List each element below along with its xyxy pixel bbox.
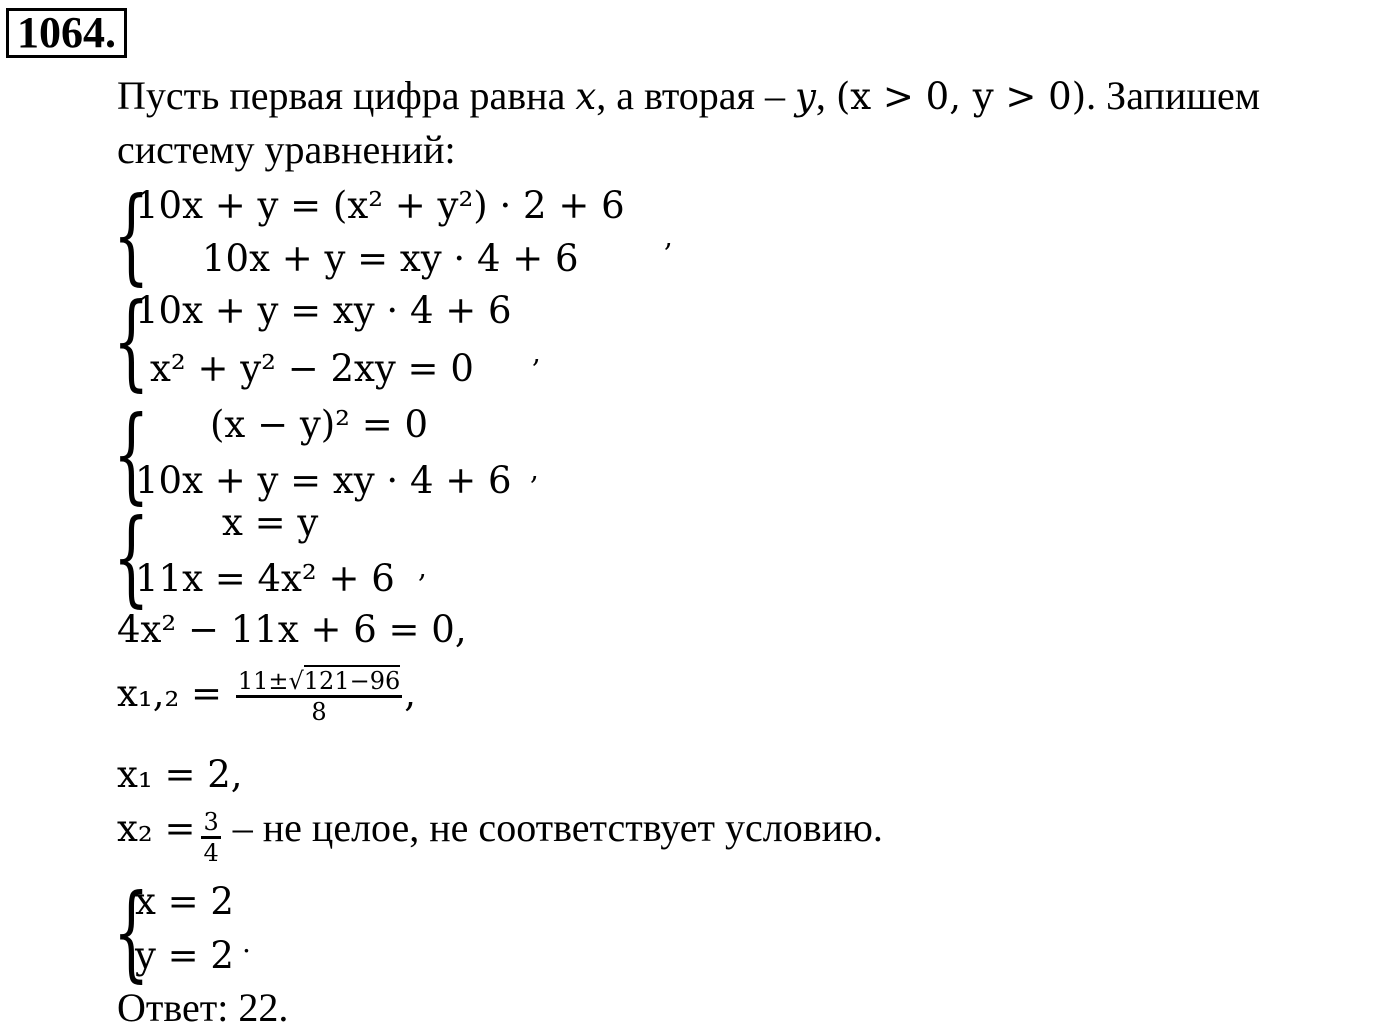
intro-line-2: систему уравнений: bbox=[117, 127, 456, 172]
system4-eq2: 11x = 4x² + 6 bbox=[135, 557, 395, 600]
root-x2-fraction bbox=[201, 808, 220, 867]
system2-eq1: 10x + y = xy · 4 + 6 bbox=[135, 289, 512, 332]
intro-text-b: , а вторая – bbox=[596, 73, 795, 118]
roots-formula bbox=[117, 667, 416, 726]
root-x2-lhs: x₂ = bbox=[117, 807, 196, 850]
root-x2-num: 3 bbox=[201, 808, 220, 839]
roots-punct: , bbox=[404, 672, 417, 715]
system4-brace: { bbox=[113, 496, 150, 618]
system4-punct: , bbox=[418, 551, 427, 584]
intro-text-a: Пусть первая цифра равна bbox=[117, 73, 576, 118]
system4-eq1: x = y bbox=[222, 501, 319, 544]
system5-brace: { bbox=[113, 871, 150, 993]
intro-text-d: . Запишем bbox=[1086, 73, 1261, 118]
system5-punct: . bbox=[242, 926, 251, 959]
system3-punct: , bbox=[530, 453, 539, 486]
system5-eq1: x = 2 bbox=[135, 880, 234, 923]
roots-denominator: 8 bbox=[311, 698, 327, 726]
root-x2-comment: – не целое, не соответствует условию. bbox=[222, 805, 883, 850]
system2-punct: , bbox=[532, 336, 541, 369]
system3-eq2: 10x + y = xy · 4 + 6 bbox=[135, 459, 512, 502]
intro-line-1 bbox=[117, 74, 1260, 119]
quadratic-equation: 4x² − 11x + 6 = 0, bbox=[117, 608, 467, 651]
root-x1: x₁ = 2, bbox=[117, 753, 243, 796]
system3-eq1: (x − y)² = 0 bbox=[210, 403, 429, 446]
problem-number: 1064. bbox=[6, 8, 127, 58]
system1-eq2: 10x + y = xy · 4 + 6 bbox=[202, 237, 579, 280]
answer: Ответ: 22. bbox=[117, 985, 289, 1030]
root-x2 bbox=[117, 806, 883, 867]
intro-var-y: y bbox=[794, 75, 816, 118]
roots-lhs: x₁,₂ = bbox=[117, 672, 223, 715]
root-x2-den: 4 bbox=[203, 838, 219, 867]
roots-fraction bbox=[236, 667, 402, 726]
intro-condition: (x > 0, y > 0) bbox=[835, 75, 1087, 118]
roots-sqrt: 121−96 bbox=[303, 667, 401, 695]
system2-eq2: x² + y² − 2xy = 0 bbox=[150, 347, 474, 390]
intro-text-c: , bbox=[815, 73, 836, 118]
system5-eq2: y = 2 bbox=[135, 934, 234, 977]
roots-numerator: 11±√121−96 bbox=[236, 667, 402, 698]
roots-numerator-a: 11± bbox=[237, 667, 289, 695]
system1-brace: { bbox=[113, 174, 150, 296]
system2-brace: { bbox=[113, 280, 150, 402]
system1-punct: , bbox=[664, 220, 673, 253]
system3-brace: { bbox=[113, 393, 150, 515]
intro-var-x: x bbox=[575, 75, 597, 118]
system1-eq1: 10x + y = (x² + y²) · 2 + 6 bbox=[135, 184, 625, 227]
